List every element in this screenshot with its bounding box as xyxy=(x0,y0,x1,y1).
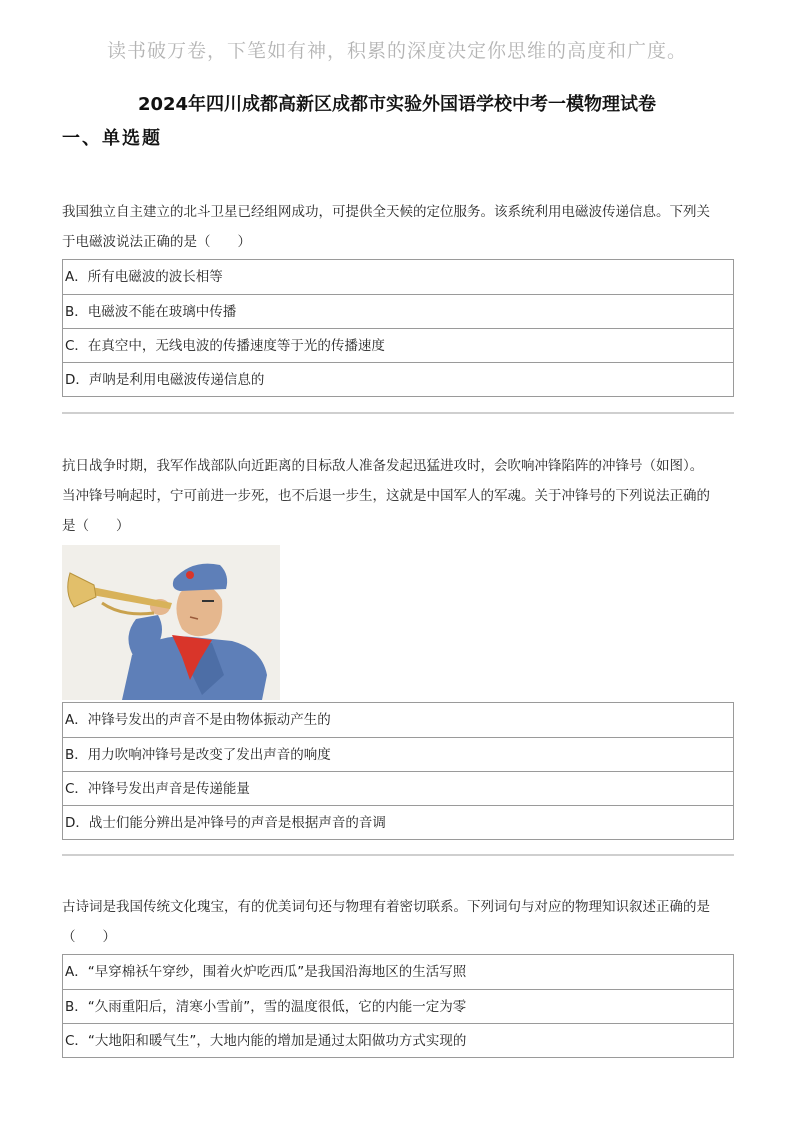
option-a[interactable]: A．冲锋号发出的声音不是由物体振动产生的 xyxy=(65,712,331,728)
option-b[interactable]: B．“久雨重阳后，清寒小雪前”，雪的温度很低，它的内能一定为零 xyxy=(63,989,733,1023)
option-d[interactable]: D．战士们能分辨出是冲锋号的声音是根据声音的音调 xyxy=(63,805,733,839)
stem-line: 古诗词是我国传统文化瑰宝，有的优美词句还与物理有着密切联系。下列词句与对应的物理知识叙述正确的是 xyxy=(62,899,710,915)
question-1-stem xyxy=(62,197,734,257)
option-a[interactable]: A．“早穿棉袄午穿纱，围着火炉吃西瓜”是我国沿海地区的生活写照 xyxy=(65,964,467,980)
question-divider xyxy=(62,854,734,856)
stem-line: 于电磁波说法正确的是（ ） xyxy=(62,234,251,250)
stem-line: 抗日战争时期，我军作战部队向近距离的目标敌人准备发起迅猛进攻时，会吹响冲锋陷阵的冲锋号（如图）。 xyxy=(62,458,704,474)
motto-header: 读书破万卷，下笔如有神，积累的深度决定你思维的高度和广度。 xyxy=(106,40,687,62)
section-heading: 一、单选题 xyxy=(62,128,162,149)
question-2 xyxy=(62,451,734,840)
stem-line: 是（ ） xyxy=(62,518,130,534)
exam-title: 2024年四川成都高新区成都市实验外国语学校中考一模物理试卷 xyxy=(137,94,657,115)
option-c[interactable]: C．冲锋号发出声音是传递能量 xyxy=(63,771,733,805)
stem-line: 当冲锋号响起时，宁可前进一步死，也不后退一步生，这就是中国军人的军魂。关于冲锋号的下列说法正确的 xyxy=(62,488,710,504)
option-b[interactable]: B．用力吹响冲锋号是改变了发出声音的响度 xyxy=(63,737,733,771)
question-divider xyxy=(62,412,734,414)
question-2-stem xyxy=(62,451,734,541)
question-3-stem xyxy=(62,892,734,952)
option-c[interactable]: C．“大地阳和暖气生”，大地内能的增加是通过太阳做功方式实现的 xyxy=(63,1023,733,1057)
option-c[interactable]: C．在真空中，无线电波的传播速度等于光的传播速度 xyxy=(63,328,733,362)
option-b[interactable]: B．电磁波不能在玻璃中传播 xyxy=(63,294,733,328)
question-1-options xyxy=(62,259,734,397)
question-3 xyxy=(62,892,734,1058)
stem-line: 我国独立自主建立的北斗卫星已经组网成功，可提供全天候的定位服务。该系统利用电磁波传递信息。下列关 xyxy=(62,204,710,220)
bugler-illustration xyxy=(62,545,280,700)
option-d[interactable]: D．声呐是利用电磁波传递信息的 xyxy=(63,362,733,396)
question-1 xyxy=(62,197,734,397)
option-a[interactable]: A．所有电磁波的波长相等 xyxy=(65,269,223,285)
stem-line: （ ） xyxy=(62,929,116,945)
question-2-options xyxy=(62,702,734,840)
question-3-options xyxy=(62,954,734,1058)
